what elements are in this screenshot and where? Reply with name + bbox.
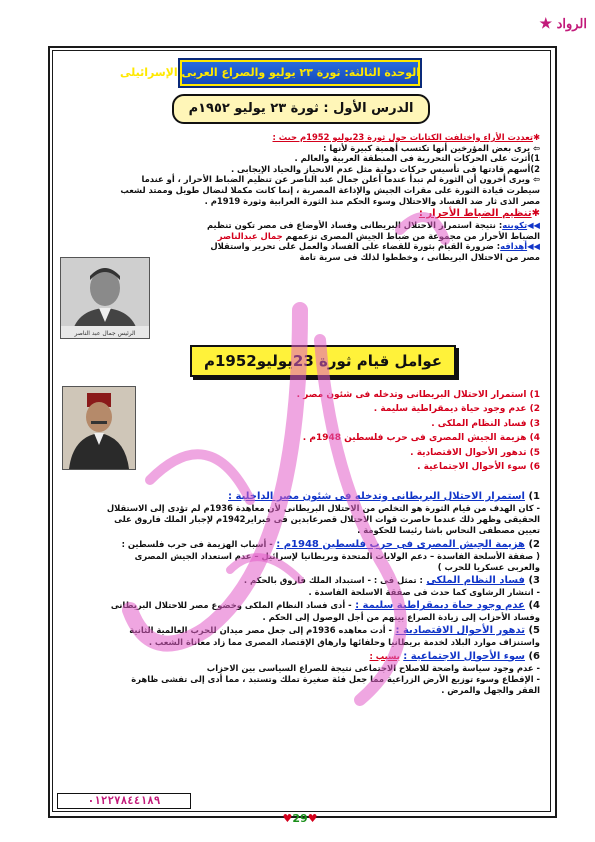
- logo-text: الرواد: [556, 17, 587, 32]
- factors-box: عوامل قيام ثورة 23يوليو1952م: [190, 345, 456, 377]
- section-title: 2) هزيمة الجيش المصرى فى حرب فلسطين 1948م : - أسباب الهزيمة فى حرب فلسطين :: [121, 538, 540, 550]
- factor-item: 5) تدهور الأحوال الاقتصادية .: [410, 447, 540, 458]
- intro-line: ⇦ يرى بعض المؤرخين أنها تكتسب أهمية كبيرة لأنها :: [323, 142, 540, 153]
- photo-caption: الرئيس جمال عبد الناصر: [74, 330, 136, 337]
- officers-line: مصر من الاحتلال البريطانى ، وخططوا لذلك فى سرية تامة: [299, 251, 540, 262]
- factor-item: 1) استمرار الاحتلال البريطانى وتدخله فى شئون مصر .: [296, 390, 540, 400]
- section-line: وفساد الأحزاب إلى زيادة الصراع بينهم من أجل الوصول إلى الحكم .: [262, 612, 540, 623]
- intro-line: 2)أسهم قادتها فى تأسيس حركات دولية مثل عدم الانحياز والحياد الإيجابى .: [230, 163, 540, 174]
- unit-banner: الوحدة الثالثة: ثورة ٢٣ يوليو والصراع العربى الإسرائيلى: [178, 58, 422, 88]
- factor-item: 3) فساد النظام الملكى .: [431, 418, 540, 429]
- section-line: تعيين مصطفى النحاس باشا رئيسا للحكومة .: [357, 525, 540, 536]
- section-line: - كان الهدف من قيام الثورة هو التخلص من الاحتلال البريطانى لأن معاهدة 1936م لم تؤدى إلى الاستقلال: [106, 503, 540, 513]
- sections: [60, 490, 540, 696]
- star-icon: ★: [539, 16, 553, 32]
- leader-name: جمال عبدالناصر: [217, 230, 283, 241]
- king-farouk-photo: [62, 386, 136, 470]
- bullet-star-icon: ✱: [531, 208, 540, 220]
- section-title: 6) سوء الأحوال الاجتماعية : بسبب :: [369, 650, 540, 662]
- factor-item: 6) سوء الأحوال الاجتماعية .: [417, 462, 540, 473]
- section-line: - الإقطاع وسوء توزيع الأرض الزراعية مما جعل فئة صغيرة تملك وتستبد ، مما أدى إلى تفشى ظاهرة: [131, 673, 540, 684]
- intro-line: سيطرت قيادة الثورة على مقرات الجيش والإذاعة المصرية ، إنما كانت مكملا لنضال طويل وممتد لشعب: [120, 184, 540, 195]
- page-number: ♥29♥: [282, 812, 318, 825]
- section-title: 5) تدهور الأحوال الاقتصادية : - أدت معاهده 1936م إلى جعل مصر ميدان للحرب العالمية الثانية: [129, 625, 540, 637]
- bullet-star-icon: ✱: [532, 132, 540, 142]
- phone-number: ٠١٢٢٧٨٤٤١٨٩: [57, 793, 191, 809]
- officers-title: ✱تنظيم الضباط الأحرار :: [418, 208, 540, 220]
- officers-line: ◀◀تكوينه: نتيجة استمرار الاحتلال البريطانى وفساد الأوضاع فى مصر تكون تنظيم: [206, 220, 540, 231]
- intro-title: ✱تعددت الأراء واختلفت الكتابات حول ثورة 23يوليو 1952م حيث :: [272, 132, 540, 142]
- intro-line: 1)أثرت على الحركات التحررية فى المنطقة العربية والعالم .: [294, 153, 540, 164]
- intro-section: [60, 132, 540, 263]
- section-line: الفقر والجهل والمرض .: [441, 685, 540, 696]
- arrow-icon: ⇦: [530, 174, 540, 185]
- intro-line: مصر الذى ثار ضد الفساد والاحتلال وسوء الحكم منذ الثورة العرابية وثورة 1919م .: [204, 195, 540, 206]
- triangle-icon: ◀◀: [527, 220, 540, 231]
- officers-line: ◀◀أهدافه: ضرورة القيام بثورة للقضاء على الفساد والعمل على تحرير واستقلال: [210, 241, 540, 252]
- section-title: 3) فساد النظام الملكى : تمثل فى : - استبداد الملك فاروق بالحكم .: [243, 575, 540, 587]
- section-title: 1) استمرار الاحتلال البريطانى وتدخله فى شئون مصر الداخلية :: [228, 491, 540, 502]
- section-line: الحقيقى وظهر ذلك عندما حاصرت قوات الاحتلال قصرعابدين فى فبراير1942م لإجبار الملك فاروق على: [114, 514, 540, 525]
- factors-list: [150, 388, 540, 474]
- logo: [539, 16, 587, 32]
- heart-icon: ♥: [307, 812, 318, 825]
- section-line: والعربى عسكريا للحرب ): [437, 561, 540, 572]
- factor-item: 4) هزيمة الجيش المصرى فى حرب فلسطين 1948م .: [302, 433, 540, 444]
- officers-line: الضباط الأحرار من مجموعة من ضباط الجيش المصرى تزعمهم جمال عبدالناصر: [217, 230, 540, 241]
- section-title: 4) عدم وجود حياة ديمقراطية سليمة : - أدى فساد النظام الملكى وخضوع مصر للاحتلال البريطانى: [110, 600, 540, 612]
- arrow-icon: ⇦: [530, 142, 540, 153]
- section-line: - عدم وجود سياسة واضحة للاصلاح الاجتماعى نتيجة للصراع السياسى بين الاحزاب: [206, 662, 540, 673]
- section-line: ( صفقة الأسلحة الفاسدة – دعم الولايات المتحدة وبريطانيا لإسرائيل – عدم استعداد الجيش المصرى: [134, 550, 540, 561]
- intro-line: ⇦ ويرى أخرون أن الثورة لم تبدأ عندما أعلن جمال عبد الناصر عن تنظيم الضباط الأحرار ، أو عندما: [141, 174, 540, 185]
- section-line: واستنزاف موارد البلاد لخدمة بريطانيا وحلفائها وارهاق الإقتصاد المصرى مما زاد معاناة الشعب .: [148, 637, 540, 648]
- heart-icon: ♥: [282, 812, 293, 825]
- factor-item: 2) عدم وجود حياة ديمقراطية سليمة .: [373, 404, 540, 415]
- triangle-icon: ◀◀: [527, 241, 540, 252]
- section-line: - انتشار الرشاوى كما حدث فى صفقة الاسلحة الفاسدة .: [308, 587, 540, 598]
- lesson-title: الدرس الأول : ثورة ٢٣ يوليو ١٩٥٢م: [172, 94, 430, 124]
- nasser-photo: [60, 257, 150, 339]
